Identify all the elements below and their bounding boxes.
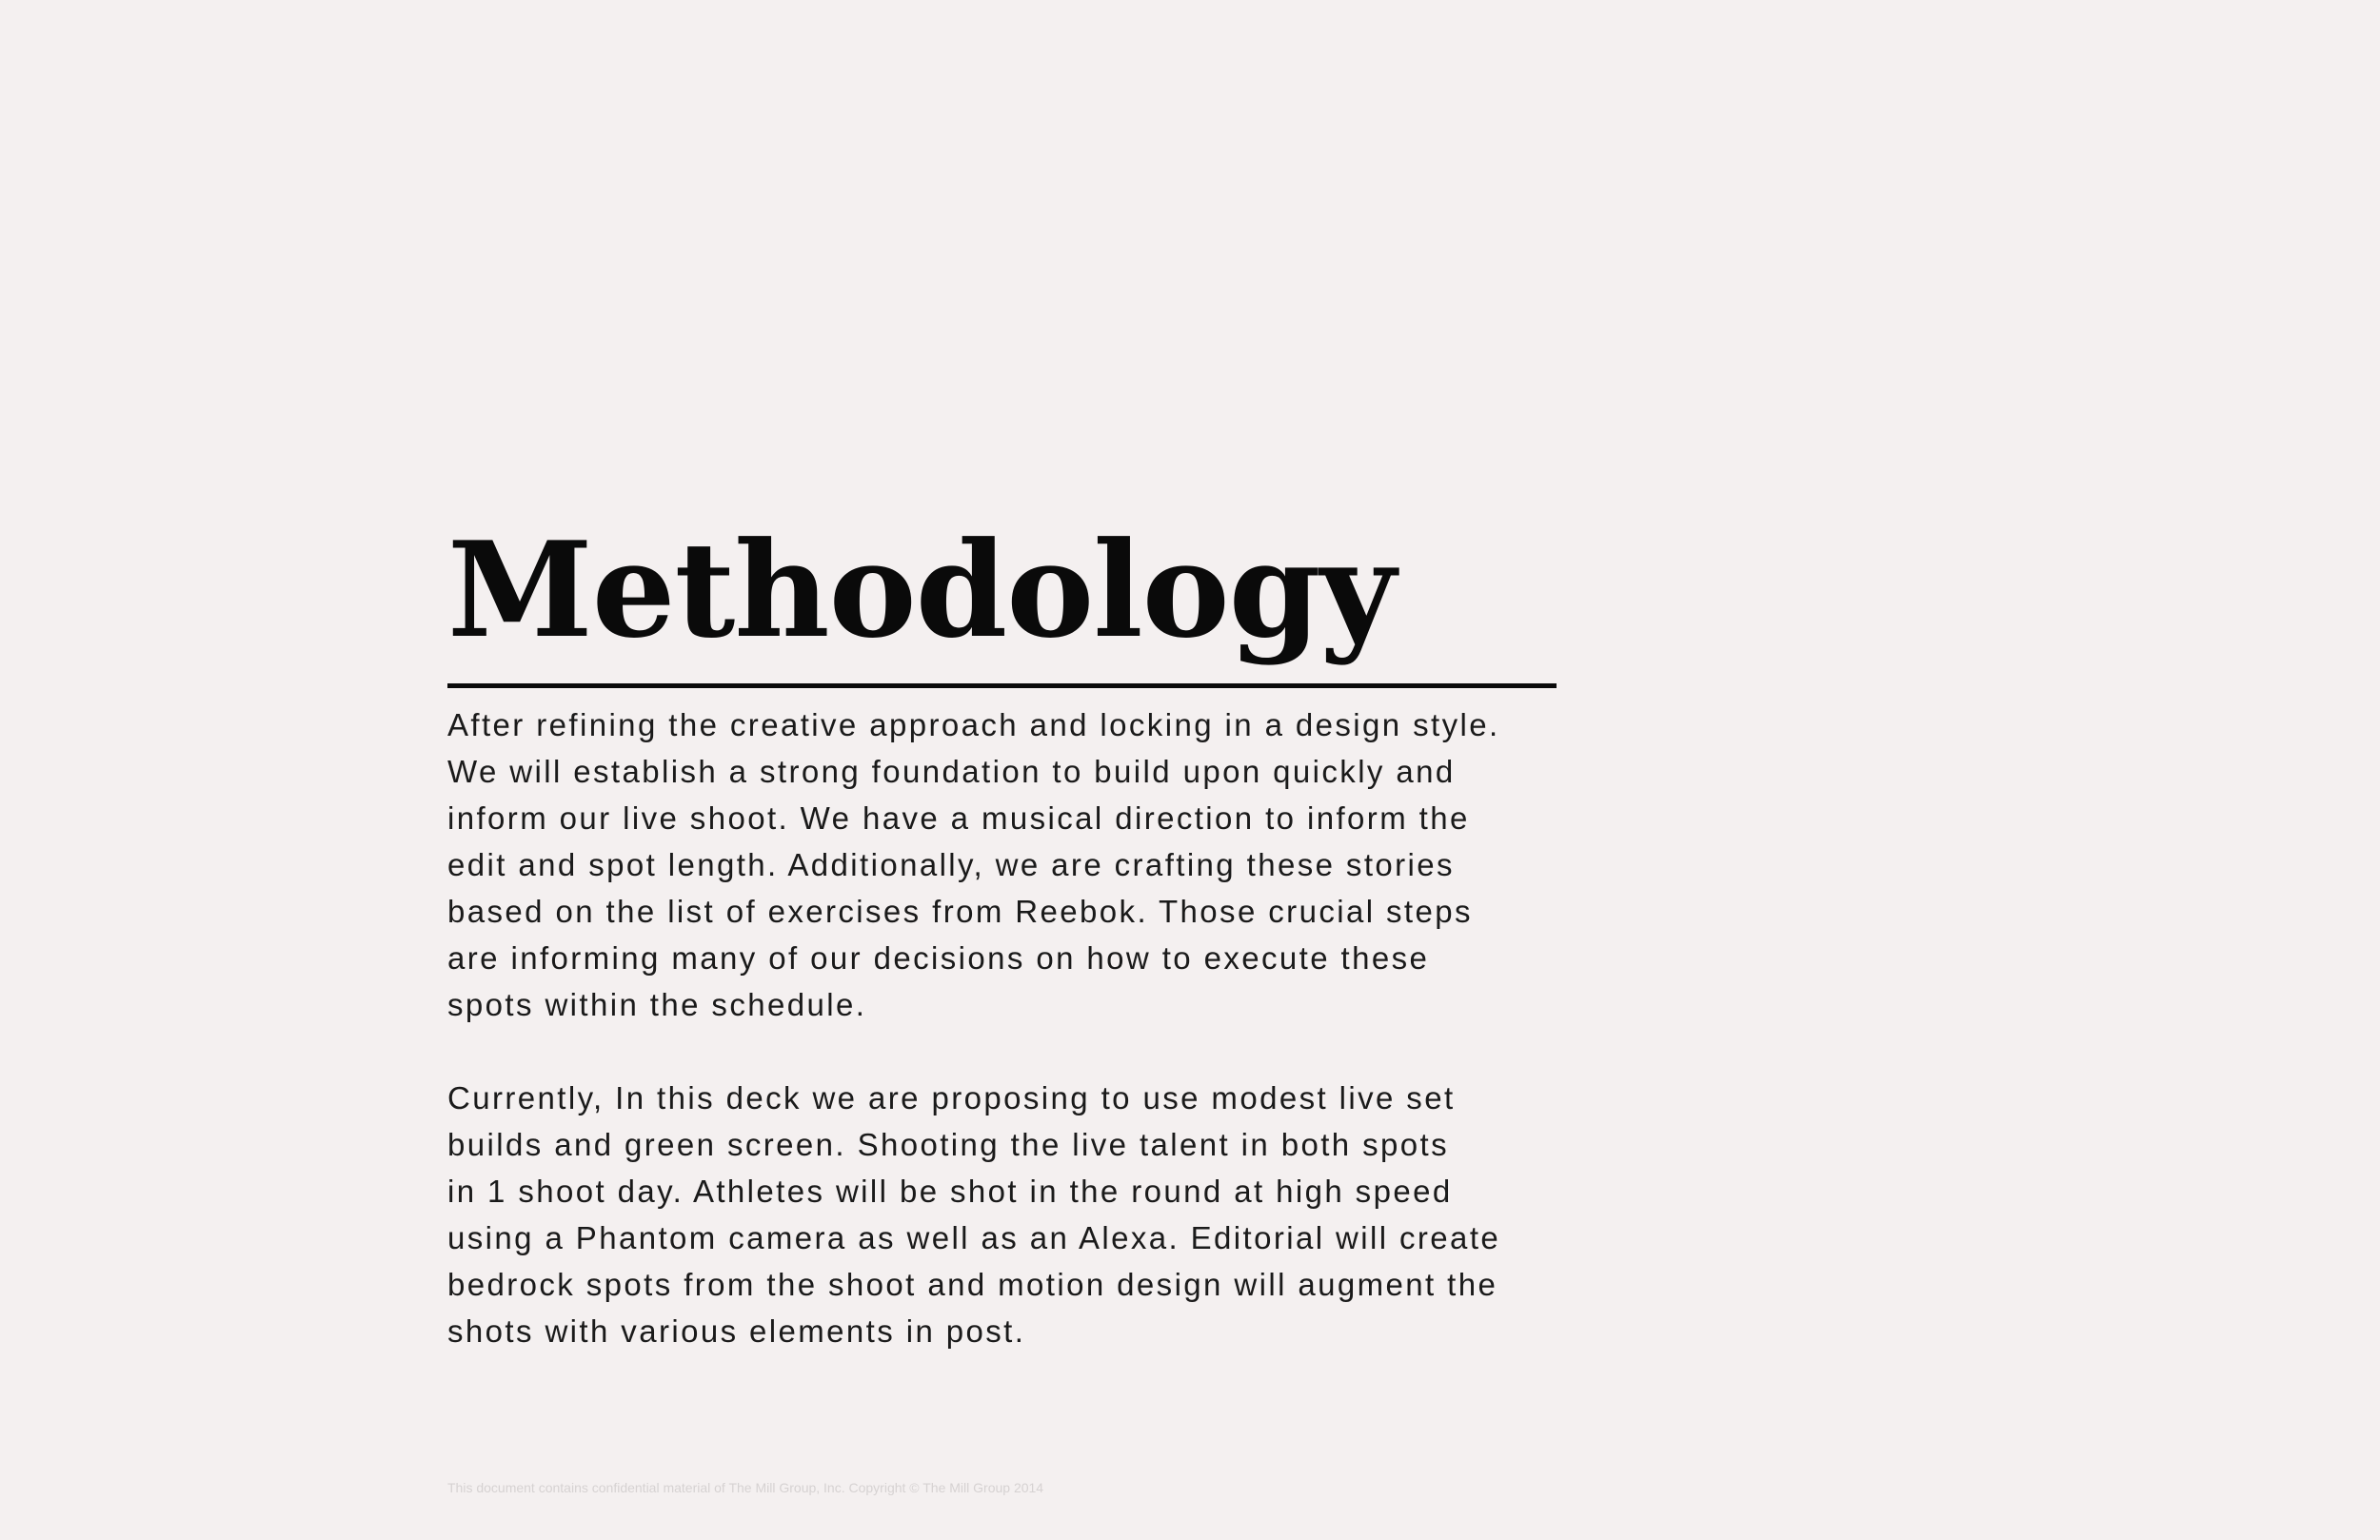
body-paragraph-2: Currently, In this deck we are proposing to use modest live set builds and green screen. Shooting the live talent in both spots in 1 shoot day. Athletes will be shot in the round at high speed using a Phantom camera as well as an Alexa. Editorial will create bedrock spots from the shoot and motion design will augment the shots with various elements in post.: [447, 1080, 1501, 1349]
document-content: [447, 514, 1557, 1354]
page-title: Methodology: [447, 512, 1396, 667]
body-paragraph-1: After refining the creative approach and locking in a design style. We will establish a strong foundation to build upon quickly and inform our live shoot. We have a musical direction to inform the edit and spot length. Additionally, we are crafting these stories based on the list of exercises from Reebok. Those crucial steps are informing many of our decisions on how to execute these spots within the schedule.: [447, 707, 1500, 1022]
title-divider: [447, 683, 1557, 688]
confidentiality-footer: This document contains confidential material of The Mill Group, Inc. Copyright © The Mill Group 2014: [447, 1480, 1044, 1495]
